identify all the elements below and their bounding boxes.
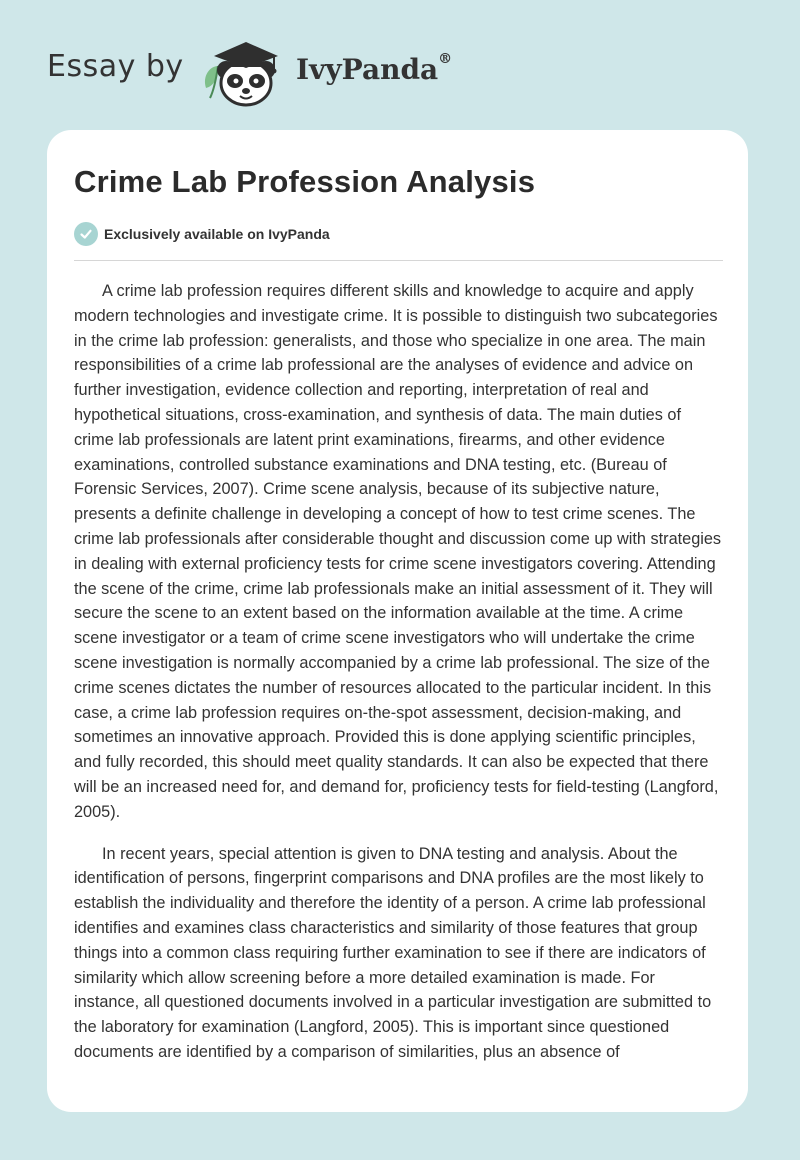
- site-header: [0, 0, 800, 130]
- article-body: [74, 279, 724, 1082]
- registered-mark: ®: [438, 51, 453, 67]
- checkmark-icon: [74, 222, 98, 246]
- title-divider: [74, 260, 723, 261]
- article-paragraph: A crime lab profession requires different skills and knowledge to acquire and apply modern technologies and investigate crime. It is possible to distinguish two subcategories in the crime lab profession: generalists, and those who specialize in one area. The main responsibilities of a crime lab professional are the analyses of evidence and advice on further investigation, evidence collection and reporting, interpretation of real and hypothetical situations, cross-examination, and synthesis of data. The main duties of crime lab professionals are latent print examinations, firearms, and other evidence examinations, controlled substance examinations and DNA testing, etc. (Bureau of Forensic Services, 2007). Crime scene analysis, because of its subjective nature, presents a definite challenge in developing a concept of how to test crime scenes. The crime lab professionals after considerable thought and discussion come up with strategies in dealing with external proficiency tests for crime scene investigators covering. Attending the scene of the crime, crime lab professionals make an initial assessment of it. They will secure the scene to an extent based on the information available at the time. A crime scene investigator or a team of crime scene investigators who will undertake the crime scene investigation is normally accompanied by a crime lab professional. The size of the crime scenes dictates the number of resources allocated to the particular incident. In this case, a crime lab profession requires on-the-spot assessment, decision-making, and sometimes an innovative approach. Provided this is done applying scientific principles, and fully recorded, this should meet quality standards. It can also be expected that there will be an increased need for, and demand for, proficiency tests for field-testing (Langford, 2005).: [74, 282, 722, 821]
- brand-name: [296, 53, 452, 86]
- essay-by-label: Essay by: [47, 49, 184, 84]
- article-paragraph: In recent years, special attention is given to DNA testing and analysis. About the identification of persons, fingerprint comparisons and DNA profiles are the most likely to establish the individuality and therefore the identity of a person. A crime lab professional identifies and examines class characteristics and similarity of those features that group things into a common class requiring further examination to see if there are indicators of similarity which allow screening before a more detailed examination is made. For instance, all questioned documents involved in a particular investigation are submitted to the laboratory for examination (Langford, 2005). This is important since questioned documents are identified by a comparison of similarities, plus an absence of: [74, 844, 712, 1061]
- article-title: Crime Lab Profession Analysis: [74, 164, 536, 199]
- brand-name-text: IvyPanda: [296, 53, 439, 86]
- panda-logo-icon: [200, 36, 292, 108]
- exclusive-badge: [74, 222, 330, 246]
- article-card: [47, 130, 748, 1112]
- exclusive-badge-label: Exclusively available on IvyPanda: [104, 226, 330, 242]
